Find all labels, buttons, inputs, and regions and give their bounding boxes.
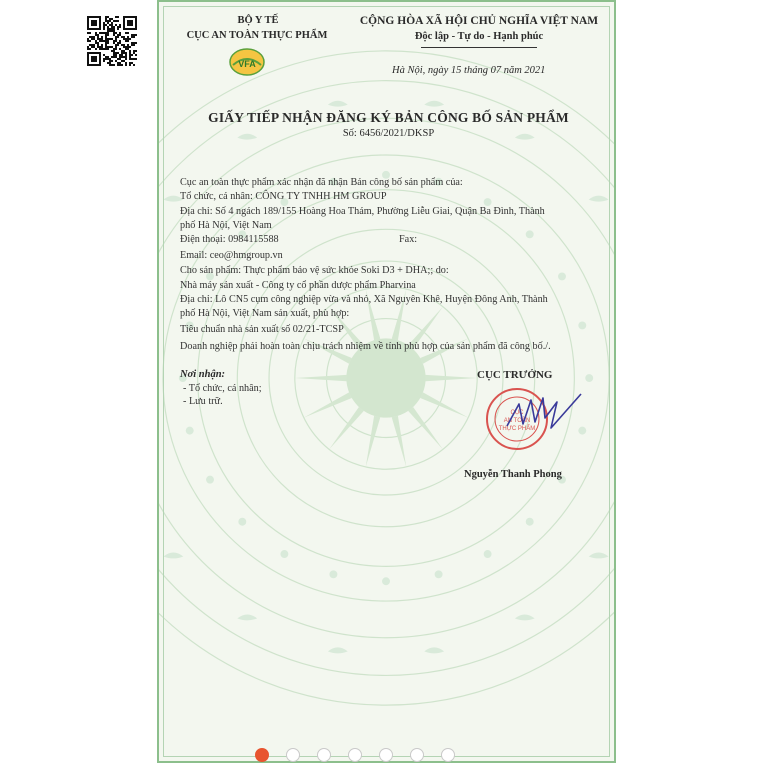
body-line-1: Cục an toàn thực phẩm xác nhận đã nhận Bản công bố sản phẩm của: xyxy=(180,177,463,188)
body-line-responsibility: Doanh nghiệp phải hoàn toàn chịu trách nhiệm về tính phù hợp của sản phẩm đã công bố./. xyxy=(180,341,551,352)
recipient-item: - Lưu trữ. xyxy=(183,396,223,407)
body-line-standard: Tiêu chuẩn nhà sản xuất số 02/21-TCSP xyxy=(180,324,344,335)
body-line-email: Email: ceo@hmgroup.vn xyxy=(180,250,283,261)
body-line-mfr-address-2: phố Hà Nội, Việt Nam sản xuất, phù hợp: xyxy=(180,308,350,319)
body-line-organization: Tổ chức, cá nhân: CÔNG TY TNHH HM GROUP xyxy=(180,191,387,202)
carousel-dot[interactable] xyxy=(348,748,362,762)
body-line-address-1: Địa chỉ: Số 4 ngách 189/155 Hoàng Hoa Thám, Phường Liễu Giai, Quận Ba Đình, Thành xyxy=(180,206,545,217)
issue-date: Hà Nội, ngày 15 tháng 07 năm 2021 xyxy=(392,65,546,76)
body-line-manufacturer: Nhà máy sản xuất - Công ty cổ phần dược phẩm Pharvina xyxy=(180,280,416,291)
vfa-logo xyxy=(229,47,265,77)
qr-code xyxy=(87,16,137,66)
body-line-product: Cho sản phẩm: Thực phẩm bảo vệ sức khỏe Soki D3 + DHA;; do: xyxy=(180,265,449,276)
body-line-mfr-address-1: Địa chỉ: Lô CN5 cụm công nghiệp vừa và nhỏ, Xã Nguyên Khê, Huyện Đông Anh, Thành xyxy=(180,294,548,305)
body-line-address-2: phố Hà Nội, Việt Nam xyxy=(180,220,272,231)
signer-title: CỤC TRƯỞNG xyxy=(477,369,553,381)
official-red-stamp xyxy=(477,384,597,454)
signer-name: Nguyễn Thanh Phong xyxy=(464,469,562,480)
carousel-dot[interactable] xyxy=(317,748,331,762)
vfa-logo-text: VFA xyxy=(238,59,256,69)
carousel-pager xyxy=(255,747,465,763)
motto-underline xyxy=(421,47,537,48)
svg-text:CỤC: CỤC xyxy=(510,410,524,416)
certificate-document xyxy=(157,0,616,763)
recipients-label: Nơi nhận: xyxy=(180,369,226,380)
svg-text:AN TOÀN: AN TOÀN xyxy=(503,418,531,424)
ministry-name: BỘ Y TẾ xyxy=(237,15,279,26)
recipient-item: - Tổ chức, cá nhân; xyxy=(183,383,262,394)
document-title: GIẤY TIẾP NHẬN ĐĂNG KÝ BẢN CÔNG BỐ SẢN PHẨM xyxy=(208,110,569,125)
carousel-dot[interactable] xyxy=(286,748,300,762)
carousel-dot[interactable] xyxy=(255,748,269,762)
carousel-dot[interactable] xyxy=(410,748,424,762)
svg-text:THỰC PHẨM: THỰC PHẨM xyxy=(498,426,536,432)
national-motto: Độc lập - Tự do - Hạnh phúc xyxy=(414,31,544,42)
agency-name: CỤC AN TOÀN THỰC PHẨM xyxy=(186,30,328,41)
body-line-fax: Fax: xyxy=(399,234,418,245)
country-name: CỘNG HÒA XÃ HỘI CHỦ NGHĨA VIỆT NAM xyxy=(359,15,599,27)
body-line-phone: Điện thoại: 0984115588 xyxy=(180,234,279,245)
document-number: Số: 6456/2021/DKSP xyxy=(342,128,435,139)
carousel-dot[interactable] xyxy=(441,748,455,762)
carousel-dot[interactable] xyxy=(379,748,393,762)
